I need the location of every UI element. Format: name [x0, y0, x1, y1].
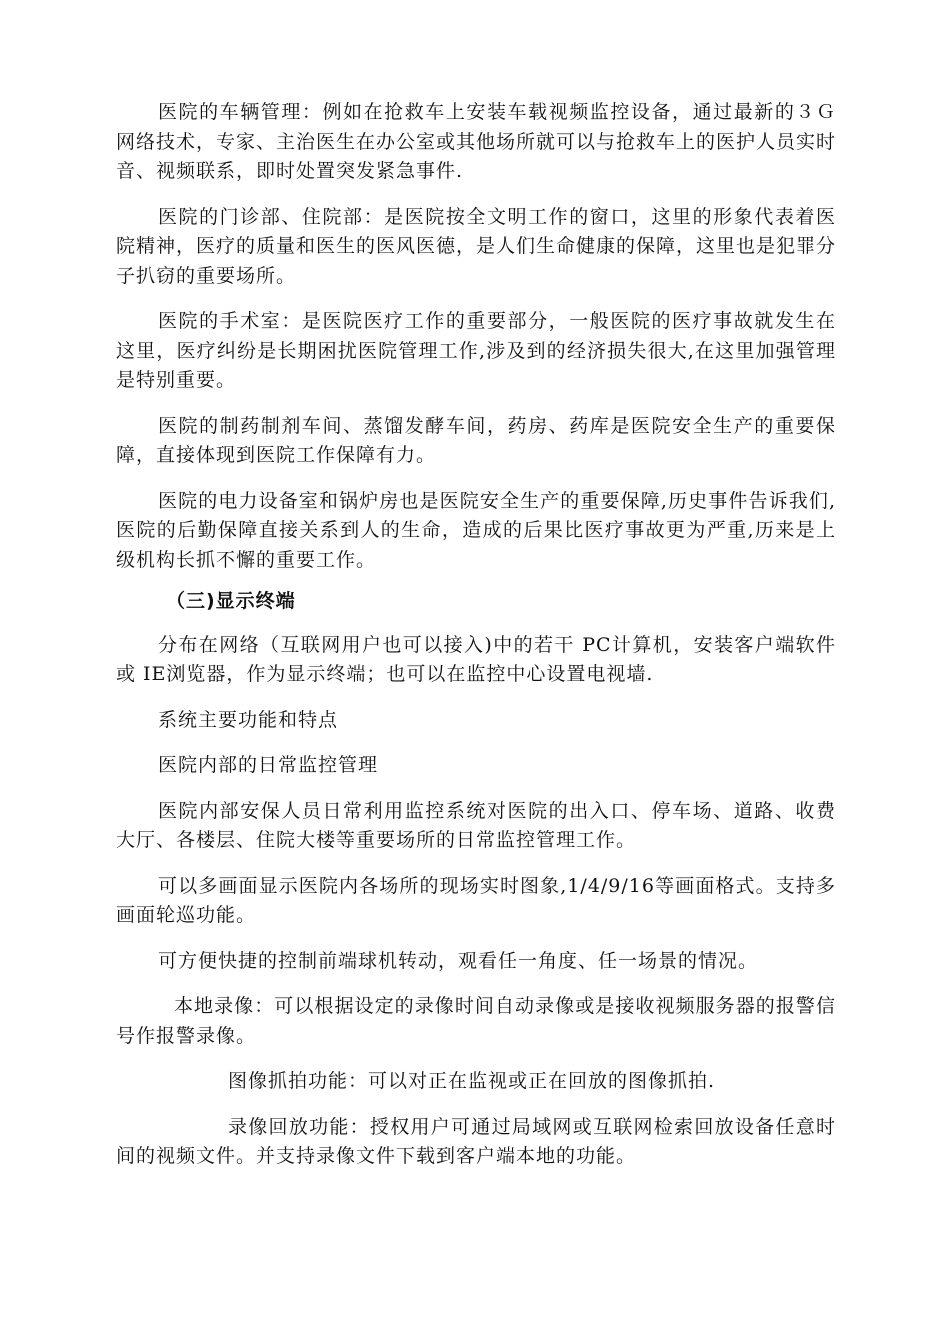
paragraph-main-functions-title: 系统主要功能和特点 — [158, 708, 339, 731]
paragraph-outpatient-inpatient: 医院的门诊部、住院部：是医院按全文明工作的窗口，这里的形象代表着医院精神，医疗的质量和医生的医风医德，是人们生命健康的保障，这里也是犯罪分子扒窃的重要场所。 — [116, 205, 837, 287]
paragraph-playback: 录像回放功能：授权用户可通过局域网或互联网检索回放设备任意时间的视频文件。并支持录像文件下载到客户端本地的功能。 — [116, 1115, 836, 1167]
paragraph-daily-monitoring-title: 医院内部的日常监控管理 — [158, 754, 379, 776]
paragraph-terminal-distribution: 分布在网络（互联网用户也可以接入)中的若干 PC计算机，安装客户端软件或 IE浏览器，作为显示终端；也可以在监控中心设置电视墙. — [116, 633, 836, 685]
paragraph-pharmacy-workshop: 医院的制药制剂车间、蒸馏发酵车间，药房、药库是医院安全生产的重要保障，直接体现到医院工作保障有力。 — [116, 414, 836, 466]
section-heading-display-terminal: （三)显示终端 — [166, 590, 296, 612]
document-body — [116, 98, 836, 1188]
paragraph-security-daily-work: 医院内部安保人员日常利用监控系统对医院的出入口、停车场、道路、收费大厅、各楼层、住院大楼等重要场所的日常监控管理工作。 — [116, 799, 836, 851]
paragraph-multi-screen: 可以多画面显示医院内各场所的现场实时图象,1/4/9/16等画面格式。支持多画面轮巡功能。 — [116, 874, 836, 926]
paragraph-vehicle-management: 医院的车辆管理：例如在抢救车上安装车载视频监控设备，通过最新的３Ｇ网络技术，专家、主治医生在办公室或其他场所就可以与抢救车上的医护人员实时音、视频联系，即时处置突发紧急事件. — [116, 101, 837, 182]
paragraph-local-recording: 本地录像：可以根据设定的录像时间自动录像或是接收视频服务器的报警信号作报警录像。 — [116, 995, 836, 1047]
paragraph-snapshot: 图像抓拍功能：可以对正在监视或正在回放的图像抓拍. — [228, 1070, 716, 1092]
paragraph-power-boiler-room: 医院的电力设备室和锅炉房也是医院安全生产的重要保障,历史事件告诉我们,医院的后勤保障直接关系到人的生命，造成的后果比医疗事故更为严重,历来是上级机构长抓不懈的重要工作。 — [116, 489, 836, 571]
paragraph-ptz-control: 可方便快捷的控制前端球机转动，观看任一角度、任一场景的情况。 — [158, 949, 759, 972]
paragraph-operating-room: 医院的手术室：是医院医疗工作的重要部分，一般医院的医疗事故就发生在这里，医疗纠纷是长期困扰医院管理工作,涉及到的经济损失很大,在这里加强管理是特别重要。 — [116, 310, 836, 391]
